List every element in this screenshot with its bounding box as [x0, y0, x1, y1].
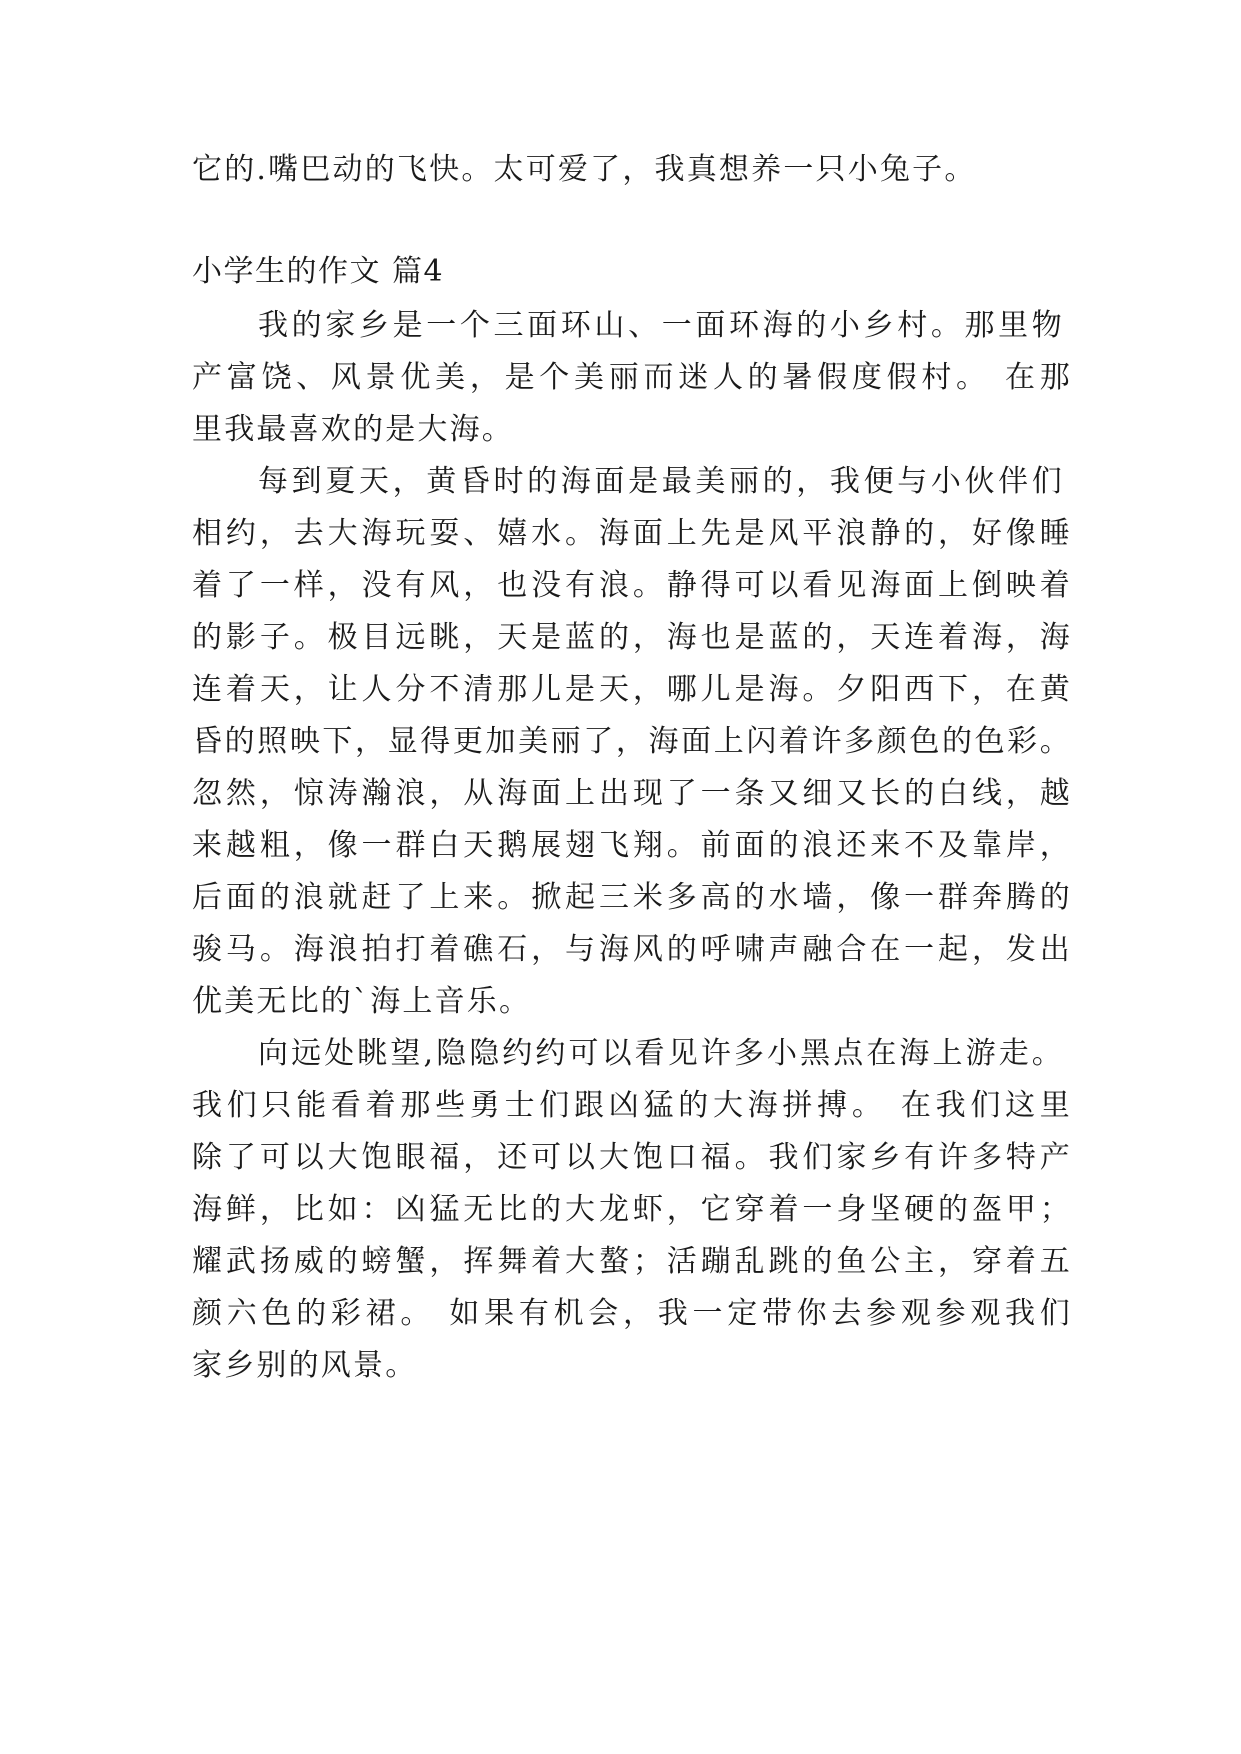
- paragraph-2-line-3: 着了一样，没有风，也没有浪。静得可以看见海面上倒映着: [192, 568, 1072, 603]
- paragraph-2-line-8: 来越粗，像一群白天鹅展翅飞翔。前面的浪还来不及靠岸，: [192, 828, 1072, 863]
- top-fragment-text: 它的.嘴巴动的飞快。太可爱了，我真想养一只小兔子。: [192, 152, 977, 187]
- paragraph-2-line-5: 连着天，让人分不清那儿是天，哪儿是海。夕阳西下，在黄: [192, 672, 1072, 707]
- paragraph-1-line-2: 产富饶、风景优美，是个美丽而迷人的暑假度假村。 在那: [192, 360, 1072, 395]
- paragraph-2-line-1: 每到夏天，黄昏时的海面是最美丽的，我便与小伙伴们: [258, 464, 1064, 499]
- paragraph-2-line-4: 的影子。极目远眺，天是蓝的，海也是蓝的，天连着海，海: [192, 620, 1072, 655]
- paragraph-2-line-6: 昏的照映下，显得更加美丽了，海面上闪着许多颜色的色彩。: [192, 724, 1072, 759]
- paragraph-2-line-2: 相约，去大海玩耍、嬉水。海面上先是风平浪静的，好像睡: [192, 516, 1072, 551]
- paragraph-2-line-10: 骏马。海浪拍打着礁石，与海风的呼啸声融合在一起，发出: [192, 932, 1072, 967]
- paragraph-3-line-7: 家乡别的风景。: [192, 1348, 418, 1383]
- paragraph-3-line-6: 颜六色的彩裙。 如果有机会，我一定带你去参观参观我们: [192, 1296, 1072, 1331]
- paragraph-3-line-5: 耀武扬威的螃蟹，挥舞着大螯；活蹦乱跳的鱼公主，穿着五: [192, 1244, 1072, 1279]
- paragraph-2-line-7: 忽然，惊涛瀚浪，从海面上出现了一条又细又长的白线，越: [192, 776, 1072, 811]
- paragraph-3-line-4: 海鲜，比如：凶猛无比的大龙虾，它穿着一身坚硬的盔甲；: [192, 1192, 1072, 1227]
- paragraph-3-line-1: 向远处眺望,隐隐约约可以看见许多小黑点在海上游走。: [258, 1036, 1064, 1071]
- paragraph-2-line-11: 优美无比的`海上音乐。: [192, 984, 532, 1019]
- paragraph-3-line-2: 我们只能看着那些勇士们跟凶猛的大海拼搏。 在我们这里: [192, 1088, 1072, 1123]
- paragraph-1-line-1: 我的家乡是一个三面环山、一面环海的小乡村。那里物: [258, 308, 1064, 343]
- paragraph-2-line-9: 后面的浪就赶了上来。掀起三米多高的水墙，像一群奔腾的: [192, 880, 1072, 915]
- section-title: 小学生的作文 篇4: [192, 254, 445, 289]
- paragraph-1-line-3: 里我最喜欢的是大海。: [192, 412, 514, 447]
- paragraph-3-line-3: 除了可以大饱眼福，还可以大饱口福。我们家乡有许多特产: [192, 1140, 1072, 1175]
